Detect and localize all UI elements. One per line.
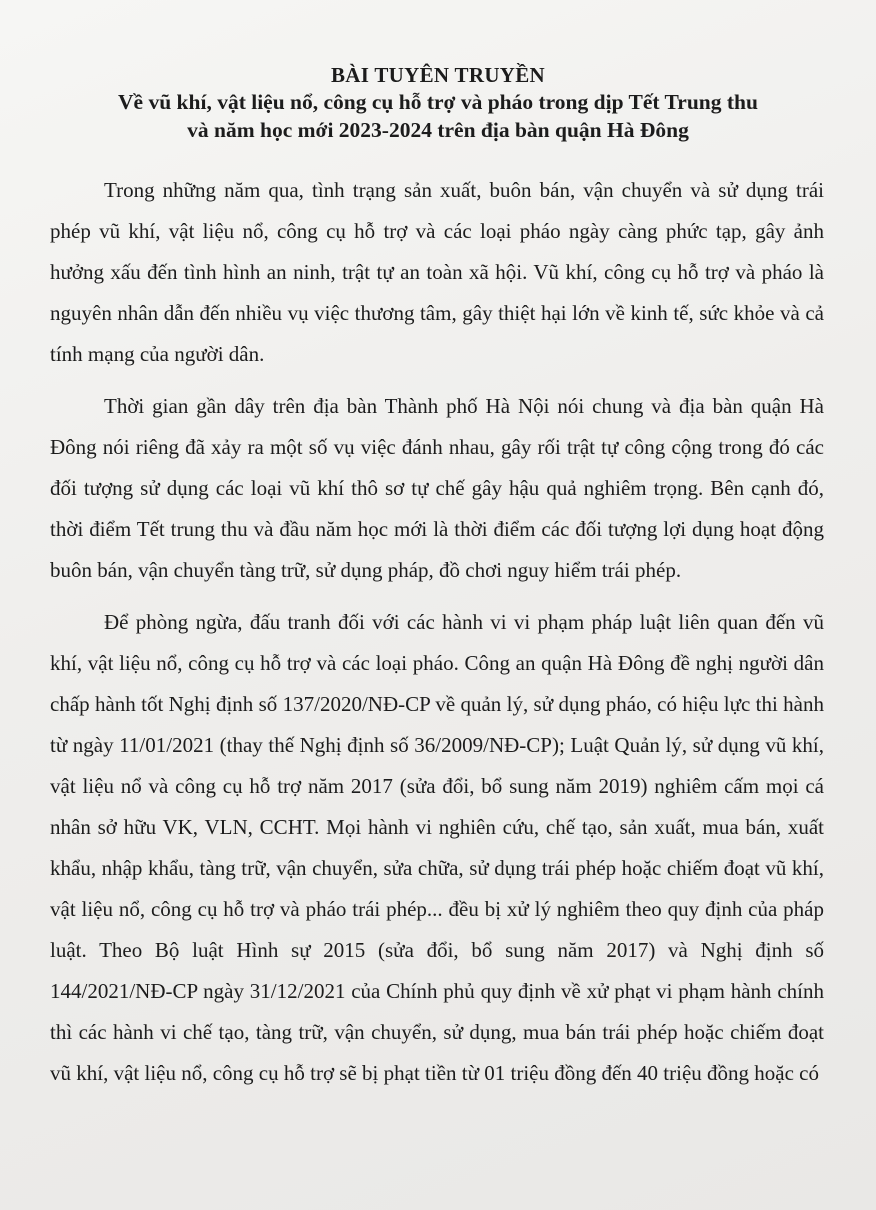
- document-subtitle-line-1: Về vũ khí, vật liệu nổ, công cụ hỗ trợ và pháo trong dịp Tết Trung thu: [118, 90, 758, 114]
- document-body: [50, 170, 824, 1105]
- paragraph-legal-regulations: Để phòng ngừa, đấu tranh đối với các hành vi vi phạm pháp luật liên quan đến vũ khí, vật liệu nổ, công cụ hỗ trợ và các loại pháo. Công an quận Hà Đông đề nghị người dân chấp hành tốt Nghị định số 137/2020/NĐ-CP về quản lý, sử dụng pháo, có hiệu lực thi hành từ ngày 11/01/2021 (thay thế Nghị định số 36/2009/NĐ-CP); Luật Quản lý, sử dụng vũ khí, vật liệu nổ và công cụ hỗ trợ năm 2017 (sửa đổi, bổ sung năm 2019) nghiêm cấm mọi cá nhân sở hữu VK, VLN, CCHT. Mọi hành vi nghiên cứu, chế tạo, sản xuất, mua bán, xuất khẩu, nhập khẩu, tàng trữ, vận chuyển, sửa chữa, sử dụng trái phép hoặc chiếm đoạt vũ khí, vật liệu nổ, công cụ hỗ trợ và pháo trái phép... đều bị xử lý nghiêm theo quy định của pháp luật. Theo Bộ luật Hình sự 2015 (sửa đổi, bổ sung năm 2017) và Nghị định số 144/2021/NĐ-CP ngày 31/12/2021 của Chính phủ quy định về xử phạt vi phạm hành chính thì các hành vi chế tạo, tàng trữ, vận chuyển, sử dụng, mua bán trái phép hoặc chiếm đoạt vũ khí, vật liệu nổ, công cụ hỗ trợ sẽ bị phạt tiền từ 01 triệu đồng đến 40 triệu đồng hoặc có: [50, 610, 824, 1085]
- document-title: BÀI TUYÊN TRUYỀN: [330, 63, 546, 87]
- document-subtitle-line-2: và năm học mới 2023-2024 trên địa bàn quận Hà Đông: [187, 118, 689, 142]
- paragraph-intro: Trong những năm qua, tình trạng sản xuất, buôn bán, vận chuyển và sử dụng trái phép vũ khí, vật liệu nổ, công cụ hỗ trợ và các loại pháo ngày càng phức tạp, gây ảnh hưởng xấu đến tình hình an ninh, trật tự an toàn xã hội. Vũ khí, công cụ hỗ trợ và pháo là nguyên nhân dẫn đến nhiều vụ việc thương tâm, gây thiệt hại lớn về kinh tế, sức khỏe và cả tính mạng của người dân.: [50, 178, 824, 366]
- document-header: [60, 62, 816, 144]
- paragraph-recent-situation: Thời gian gần dây trên địa bàn Thành phố Hà Nội nói chung và địa bàn quận Hà Đông nói riêng đã xảy ra một số vụ việc đánh nhau, gây rối trật tự công cộng trong đó các đối tượng sử dụng các loại vũ khí thô sơ tự chế gây hậu quả nghiêm trọng. Bên cạnh đó, thời điểm Tết trung thu và đầu năm học mới là thời điểm các đối tượng lợi dụng hoạt động buôn bán, vận chuyển tàng trữ, sử dụng pháp, đồ chơi nguy hiểm trái phép.: [50, 394, 824, 582]
